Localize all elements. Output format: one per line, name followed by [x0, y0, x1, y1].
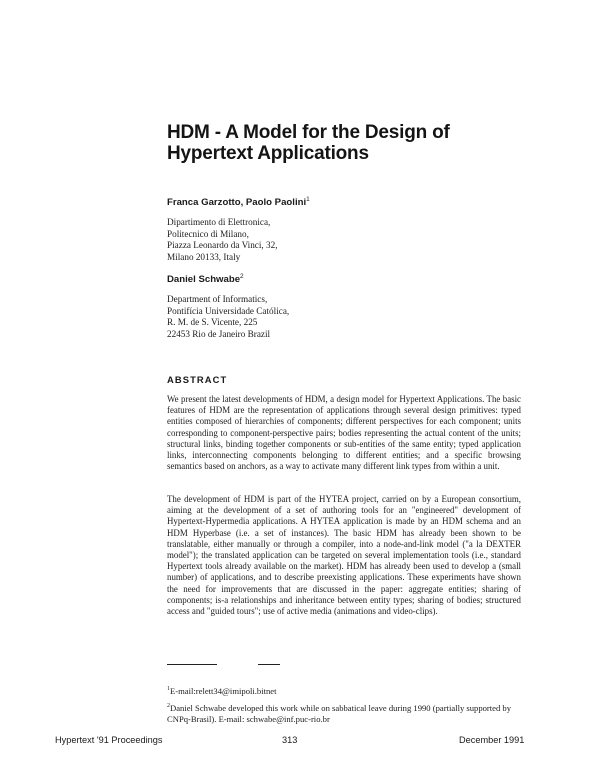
affiliation-2 — [167, 294, 289, 340]
footnote-2-text: Daniel Schwabe developed this work while on sabbatical leave during 1990 (partially supported by CNPq-Brasil). E-mail: schwabe@inf.puc-rio.br — [167, 702, 512, 724]
affiliation-2-line: R. M. de S. Vicente, 225 — [167, 317, 258, 328]
abstract-paragraph-2: The development of HDM is part of the HYTEA project, carried on by a European consortium, aiming at the development of a set of authoring tools for an "engineered" development of Hypertext-Hypermedia applications. A HYTEA application is made by an HDM schema and an HDM Hyperbase (i.e. a set of instances). The basic HDM has already been shown to be translatable, either manually or through a compiler, into a node-and-link model ("a la DEXTER model"); the translated application can be targeted on several implementation tools (i.e., standard Hypertext tools already available on the market). HDM has already been used to develop a (small number) of applications, and to describe preexisting applications. These experiments have shown the need for improvements that are discussed in the paper: aggregate entities; sharing of components; is-a relationships and inheritance between entity types; sharing of bodies; structured access and "guided tours"; use of active media (animations and video-clips). — [167, 494, 521, 617]
author-footnote-mark-1: 1 — [306, 196, 310, 203]
footer-date: December 1991 — [459, 735, 525, 745]
abstract-paragraph-1: We present the latest developments of HDM, a design model for Hypertext Applications. The basic features of HDM are the representation of applications through several design primitives: typed entities composed of hierarchies of components; different perspectives for each component; units corresponding to component-perspective pairs; bodies representing the actual content of the units; structural links, binding together components or sub-entities of the same entity; typed application links, interconnecting components belonging to different entities; and a specific browsing semantics based on anchors, as a way to activate many different link types from within a unit. — [167, 394, 521, 472]
footnote-separator-left — [167, 664, 217, 665]
affiliation-1-line: Piazza Leonardo da Vinci, 32, — [167, 240, 278, 251]
affiliation-2-line: 22453 Rio de Janeiro Brazil — [167, 328, 271, 339]
paper-title-line-2: Hypertext Applications — [167, 143, 369, 164]
affiliation-1-line: Milano 20133, Italy — [167, 251, 241, 262]
footer-proceedings: Hypertext '91 Proceedings — [55, 735, 163, 745]
footnote-2-mark: 2 — [167, 703, 170, 709]
footnote-1-text: E-mail:relett34@imipoli.bitnet — [170, 685, 277, 696]
abstract-heading: ABSTRACT — [167, 374, 228, 385]
footnote-2 — [167, 701, 521, 725]
affiliation-1-line: Dipartimento di Elettronica, — [167, 217, 271, 227]
affiliation-1-line: Politecnico di Milano, — [167, 228, 249, 239]
affiliation-2-line: Pontifícia Universidade Católica, — [167, 305, 290, 316]
paper-title — [167, 122, 497, 164]
author-line-2 — [167, 273, 244, 285]
author-line-1 — [167, 196, 310, 208]
author-footnote-mark-2: 2 — [240, 273, 244, 280]
affiliation-1 — [167, 217, 278, 263]
footnote-1 — [167, 684, 521, 697]
affiliation-2-line: Department of Informatics, — [167, 294, 268, 304]
author-names-1: Franca Garzotto, Paolo Paolini — [167, 197, 307, 209]
author-names-2: Daniel Schwabe — [167, 274, 241, 286]
paper-title-line-1: HDM - A Model for the Design of — [167, 122, 450, 143]
footnote-1-mark: 1 — [167, 686, 170, 692]
footer-page-number: 313 — [282, 735, 298, 745]
footnote-separator-right — [258, 664, 280, 665]
